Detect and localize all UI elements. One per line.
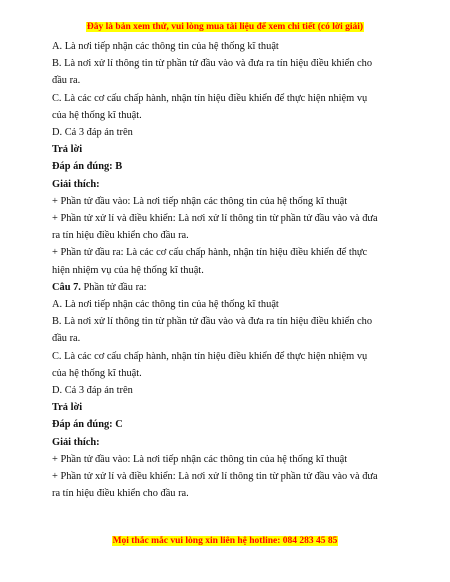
q7-option-d: D. Cả 3 đáp án trên [52,385,133,397]
q7-explanation-input: + Phần tử đầu vào: Là nơi tiếp nhận các thông tin của hệ thống kĩ thuật [52,453,348,465]
q7-option-c-line1: C. Là các cơ cấu chấp hành, nhận tín hiệu điều khiển để thực hiện nhiệm vụ [52,350,368,362]
document-body [52,38,402,502]
hotline-banner [0,536,450,546]
q6-explanation-input: + Phần tử đầu vào: Là nơi tiếp nhận các thông tin của hệ thống kĩ thuật [52,195,348,207]
q7-answer-heading: Trả lời [52,402,83,414]
q6-correct-answer: Đáp án đúng: B [52,161,123,173]
q7-question [52,279,402,296]
q6-option-a: A. Là nơi tiếp nhận các thông tin của hệ thống kĩ thuật [52,41,279,52]
q6-explanation-output-line2: hiện nhiệm vụ của hệ thống kĩ thuật. [52,264,204,276]
q6-explanation-processing-line1: + Phần tử xử lí và điều khiển: Là nơi xử lí thông tin từ phần tử đầu vào và đưa [52,213,378,225]
q7-option-c-line2: của hệ thống kĩ thuật. [52,367,142,379]
q7-question-text: Phần tử đầu ra: [80,281,147,293]
q7-number: Câu 7. [52,281,81,293]
q6-option-d: D. Cả 3 đáp án trên [52,127,133,139]
q6-option-c-line1: C. Là các cơ cấu chấp hành, nhận tín hiệu điều khiển để thực hiện nhiệm vụ [52,92,368,104]
q6-answer-heading: Trả lời [52,144,83,156]
q6-option-b-line1: B. Là nơi xử lí thông tin từ phần tử đầu vào và đưa ra tín hiệu điều khiển cho [52,58,373,70]
q7-explanation-processing-line2: ra tín hiệu điều khiển cho đầu ra. [52,488,189,500]
q7-explanation-heading: Giải thích: [52,436,100,448]
q7-explanation-processing-line1: + Phần tử xử lí và điều khiển: Là nơi xử lí thông tin từ phần tử đầu vào và đưa [52,471,378,483]
q7-option-b-line2: đầu ra. [52,333,81,345]
q7-option-a: A. Là nơi tiếp nhận các thông tin của hệ thống kĩ thuật [52,299,279,311]
preview-banner-text: Đây là bản xem thử, vui lòng mua tài liệu để xem chi tiết (có lời giải) [86,22,364,32]
q6-explanation-heading: Giải thích: [52,178,100,190]
hotline-banner-text: Mọi thắc mắc vui lòng xin liên hệ hotline: 084 283 45 85 [112,536,338,546]
q7-correct-answer: Đáp án đúng: C [52,419,123,431]
q6-explanation-processing-line2: ra tín hiệu điều khiển cho đầu ra. [52,230,189,242]
q6-option-c-line2: của hệ thống kĩ thuật. [52,109,142,121]
q6-option-b-line2: đầu ra. [52,75,81,87]
q6-explanation-output-line1: + Phần tử đầu ra: Là các cơ cấu chấp hành, nhận tín hiệu điều khiển để thực [52,247,368,259]
q7-option-b-line1: B. Là nơi xử lí thông tin từ phần tử đầu vào và đưa ra tín hiệu điều khiển cho [52,316,373,328]
preview-banner [0,22,450,32]
